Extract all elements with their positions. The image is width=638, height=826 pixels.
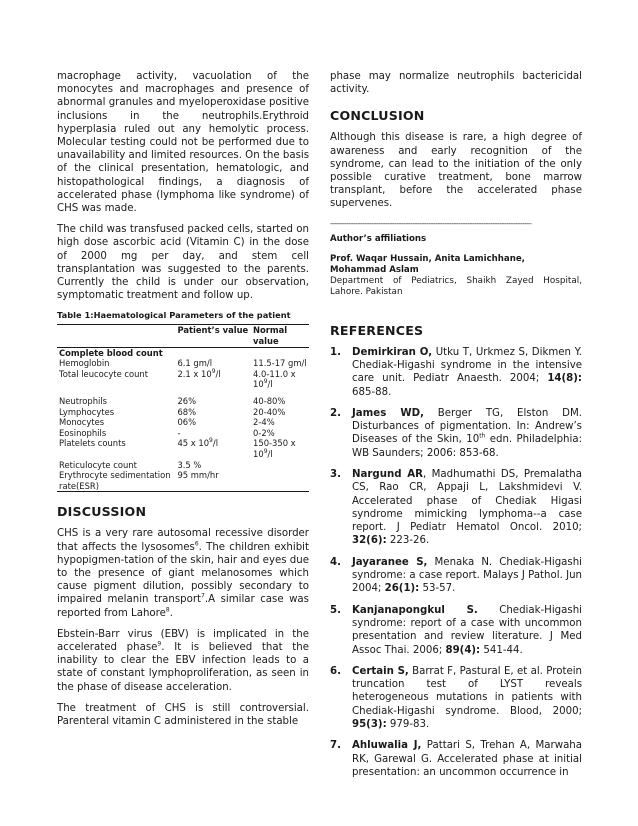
reference-text: Utku T, Urkmez S, Dikmen Y. Chediak-Higashi syndrome in the intensive care unit. Pediatr Anaesth. 2004; [352, 346, 582, 385]
exponent: 9 [263, 378, 268, 386]
table-cell-param: Monocytes [59, 417, 105, 428]
references-list [330, 346, 582, 780]
reference-author: Demirkiran O, [352, 346, 433, 358]
table-row [57, 470, 309, 492]
table-cell-param: Erythrocyte sedimentation rate(ESR) [59, 470, 171, 491]
reference-text: edn. Philadelphia: WB Saunders; 2006: 853-68. [352, 434, 582, 459]
table-row [57, 460, 309, 471]
conclusion-heading: CONCLUSION [330, 108, 425, 124]
table-row [57, 358, 309, 369]
author-names-line-1: Prof. Waqar Hussain, Anita Lamichhane, [330, 253, 525, 264]
right-column [330, 70, 582, 787]
paragraph-conclusion: Although this disease is rare, a high degree of awareness and early recognition of the syndrome, can lead to the initiation of the only possible curative treatment, bone marrow transplant, before the accelerated phase supervenes. [330, 132, 582, 210]
discussion-heading: DISCUSSION [57, 504, 147, 520]
paragraph-treatment: The child was transfused packed cells, started on high dose ascorbic acid (Vitamin C) in the dose of 2000 mg per day, and stem cell transplantation was suggested to the parents. Currently the child is under our observation, symptomatic treatment and follow up. [57, 224, 309, 302]
table-row [57, 438, 309, 459]
table-cell-param: Reticulocyte count [59, 459, 137, 470]
citation: 9 [157, 640, 162, 648]
text-run: . [169, 607, 173, 619]
table-cell-param: Total leucocyte count [59, 368, 149, 379]
reference-author: Ahluwalia J, [352, 740, 422, 752]
value-text: 2.1 x 10 [177, 368, 212, 379]
reference-item [330, 739, 582, 779]
table-cell-normal: 2-4% [253, 417, 275, 428]
table-cell-patient: 68% [177, 406, 197, 417]
table-cell-param: Lymphocytes [59, 406, 115, 417]
unit-text: /l [267, 448, 273, 459]
left-column [57, 70, 309, 736]
paragraph-discussion-1 [57, 527, 309, 619]
reference-pages: 979-83. [386, 719, 430, 731]
table-header-row [57, 325, 309, 347]
table-subheading-row [57, 347, 309, 358]
reference-number: 5. [330, 604, 341, 616]
exponent: 9 [263, 448, 268, 456]
reference-pages: 685-88. [352, 386, 392, 398]
reference-author: James WD, [352, 407, 424, 419]
table-cell-param: Neutrophils [59, 396, 108, 407]
affiliations-title: Author’s affiliations [330, 233, 427, 244]
table-cell-normal: 11.5-17 gm/l [253, 358, 307, 369]
table-cell-patient: 3.5 % [177, 459, 202, 470]
table-cell-normal: 0-2% [253, 427, 275, 438]
table-cell-patient: 06% [177, 417, 197, 428]
reference-item [330, 665, 582, 731]
text-run: Ebstein-Barr virus (EBV) is implicated in the accelerated phase [57, 628, 309, 653]
citation: 7 [201, 592, 205, 600]
reference-item [330, 604, 582, 657]
separator-line: ---------------------------------------------------------------------------------------- [330, 218, 532, 228]
paragraph-discussion-2 [57, 628, 309, 694]
reference-volume: 95(3): [352, 719, 387, 731]
reference-number: 3. [330, 469, 341, 480]
table-subheading: Complete blood count [59, 347, 163, 358]
reference-number: 1. [330, 346, 341, 358]
reference-author: Kanjanapongkul S. [352, 604, 478, 616]
author-names-line-2: Mohammad Aslam [330, 264, 419, 275]
table-cell-normal [251, 460, 309, 471]
table-header-patient: Patient’s value [175, 325, 251, 347]
table-row [57, 390, 309, 407]
text-run: . It is believed that the inability to clear the EBV infection leads to a state of constant lymphoproliferation, as seen in the phase of disease acceleration. [57, 641, 309, 693]
reference-text: Pattari S, Trehan A, Marwaha RK, Garewal G. Accelerated phase at initial presentation: an uncommon occurrence in [352, 740, 583, 778]
text-run: CHS is a very rare autosomal recessive disorder that affects the lysosomes [57, 528, 309, 553]
reference-volume: 14(8): [547, 373, 582, 385]
table-row [57, 369, 309, 390]
reference-author: Certain S, [352, 665, 409, 677]
reference-pages: 541-44. [480, 644, 523, 656]
reference-volume: 89(4): [445, 644, 481, 656]
table-cell-normal [251, 470, 309, 492]
paragraph-findings: macrophage activity, vacuolation of the monocytes and macrophages and presence of abnormal granules and myeloperoxidase positive inclusions in the neutrophils.Erythroid hyperplasia ruled out any hemolytic process. Molecular testing could not be performed due to unavailability and limited resources. On the basis of the clinical presentation, hematologic, and histopathological findings, a diagnosis of accelerated phase (lymphoma like syndrome) of CHS was made. [57, 71, 310, 215]
table-cell-patient: 26% [177, 396, 197, 407]
reference-text: , Madhumathi DS, Premalatha CS, Rao CR, Appaji L, Lakshmidevi V. Accelerated phase of Chediak Higasi syndrome mimicking lymphoma--a case report. J Pediatr Hematol Oncol. 2010; [352, 469, 582, 534]
table-cell-normal [251, 438, 309, 459]
table-caption: Table 1:Haematological Parameters of the patient [57, 310, 291, 321]
value-text: 150-350 x 10 [253, 438, 296, 459]
exponent: 9 [211, 368, 216, 376]
value-text: 45 x 10 [177, 438, 210, 449]
paragraph-discussion-3: The treatment of CHS is still controversial. Parenteral vitamin C administered in the stable [57, 702, 309, 727]
reference-text: Barrat F, Pastural E, et al. Protein truncation test of LYST reveals heterogeneous mutations in patients with Chediak-Higashi syndrome. Blood, 2000; [352, 665, 582, 717]
reference-number: 4. [330, 556, 341, 568]
reference-text: Berger TG, Elston DM. Disturbances of pigmentation. In: Andrew’s Diseases of the Skin, 10 [352, 407, 582, 446]
reference-item [330, 407, 582, 460]
table-cell-patient [175, 369, 251, 390]
table-cell-param: Eosinophils [59, 427, 107, 438]
reference-text: Chediak-Higashi syndrome: report of a case with uncommon presentation and review literature. J Med Assoc Thai. 2006; [352, 604, 582, 656]
reference-volume: 26(1): [384, 583, 420, 595]
table-cell-patient: 6.1 gm/l [177, 358, 213, 369]
reference-item [330, 556, 582, 596]
reference-volume: 32(6): [352, 535, 387, 547]
table-row [57, 407, 309, 418]
reference-pages: 53-57. [419, 583, 456, 595]
table-cell-patient: 95 mm/hr [177, 470, 219, 481]
table-cell-normal [251, 369, 309, 390]
table-cell-param: Hemoglobin [59, 358, 110, 369]
table-header-param [57, 325, 175, 347]
table-cell-param: Platelets counts [59, 438, 126, 449]
reference-pages: 223-26. [386, 535, 430, 547]
table-cell-patient: - [177, 427, 181, 438]
citation: 6 [194, 540, 199, 548]
unit-text: /l [212, 438, 219, 449]
table-header-normal: Normal value [251, 325, 309, 347]
haematological-table [57, 324, 309, 492]
text-run: .A similar case was reported from Lahore [57, 594, 309, 619]
reference-number: 6. [330, 665, 341, 677]
text-run: . The children exhibit hypopigmen-tation of the skin, hair and eyes due to the presence of giant melanosomes which cause pigment dilution, possibly secondary to impaired melanin transport [57, 541, 309, 606]
table-row [57, 417, 309, 428]
paragraph-continued: phase may normalize neutrophils bactericidal activity. [330, 71, 582, 96]
table-cell-normal: 40-80% [253, 396, 286, 407]
value-text: 4.0-11.0 x 10 [253, 368, 296, 390]
reference-item [330, 468, 582, 548]
reference-author: Nargund AR [352, 469, 423, 480]
table-row [57, 428, 309, 439]
ordinal-suffix: th [479, 433, 486, 441]
unit-text: /l [267, 379, 273, 390]
references-heading: REFERENCES [330, 322, 424, 338]
table-cell-normal: 20-40% [253, 406, 286, 417]
reference-number: 2. [330, 407, 341, 419]
reference-item [330, 346, 582, 399]
citation: 8 [165, 606, 170, 614]
reference-author: Jayaranee S, [352, 556, 428, 568]
table-cell-patient [175, 438, 251, 459]
unit-text: /l [215, 368, 221, 379]
exponent: 9 [209, 437, 213, 445]
reference-number: 7. [330, 740, 341, 752]
reference-text: Menaka N. Chediak-Higashi syndrome: a case report. Malays J Pathol. Jun 2004; [352, 556, 582, 595]
author-department: Department of Pediatrics, Shaikh Zayed Hospital, Lahore. Pakistan [330, 275, 582, 298]
